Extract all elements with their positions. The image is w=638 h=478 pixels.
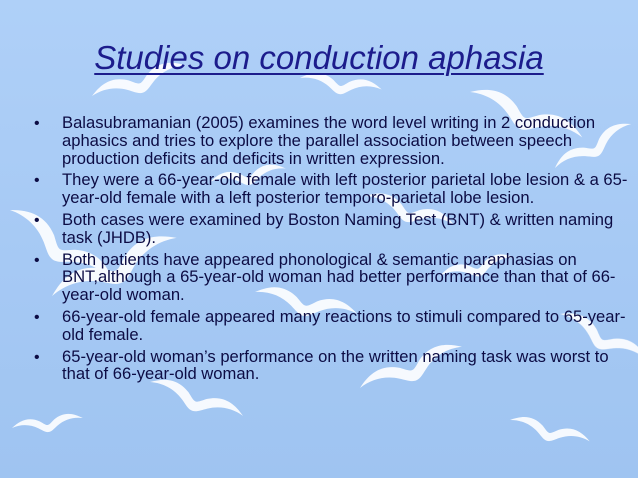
bullet-dot-icon: •	[34, 348, 40, 366]
bullet-item	[34, 251, 632, 304]
bullet-text: Both patients have appeared phonological & semantic paraphasias on BNT,although a 65-year-old woman had better performance than that of 66-year-old woman.	[62, 249, 616, 305]
bullet-text: They were a 66-year-old female with left posterior parietal lobe lesion & a 65-year-old female with a left posterior temporo-parietal lobe lesion.	[62, 170, 628, 208]
bullet-item	[34, 171, 632, 207]
bullet-dot-icon: •	[34, 172, 40, 190]
bullet-dot-icon: •	[34, 211, 40, 229]
seagull-icon	[507, 413, 591, 452]
slide-title: Studies on conduction aphasia	[94, 39, 544, 76]
bullet-dot-icon: •	[34, 251, 40, 269]
bullet-text: Both cases were examined by Boston Naming Test (BNT) & written naming task (JHDB).	[62, 209, 614, 247]
bullet-text: Balasubramanian (2005) examines the word level writing in 2 conduction aphasics and tries to explore the parallel association between speech production deficits and deficits in written expression.	[62, 113, 596, 168]
bullet-list	[34, 114, 632, 387]
bullet-dot-icon: •	[34, 308, 40, 326]
bullet-item	[34, 308, 632, 344]
bullet-text: 65-year-old woman’s performance on the written naming task was worst to that of 66-year-old woman.	[62, 346, 609, 384]
seagull-icon	[11, 412, 84, 437]
bullet-item	[34, 211, 632, 247]
bullet-item	[34, 348, 632, 384]
bullet-text: 66-year-old female appeared many reactions to stimuli compared to 65-year-old female.	[62, 306, 626, 344]
bullet-dot-icon: •	[34, 115, 40, 132]
bullet-item	[34, 114, 632, 167]
